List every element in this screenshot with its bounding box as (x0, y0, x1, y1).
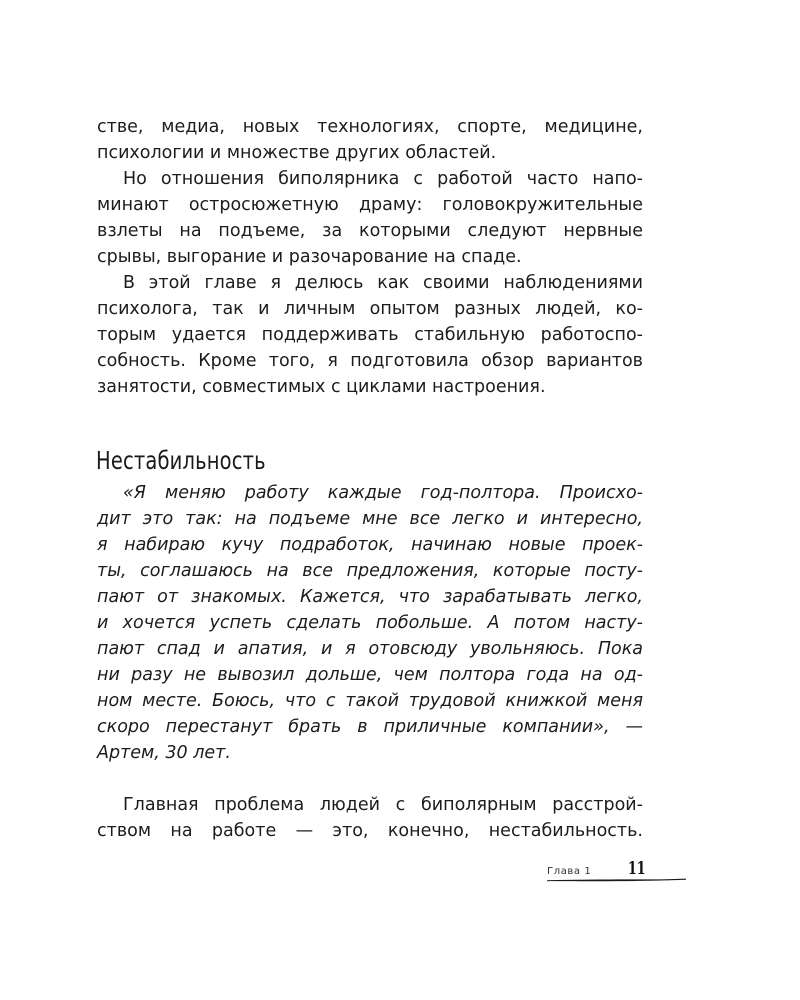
quote-line-1: «Я меняю работу каждые год-полтора. Происхо- (123, 483, 643, 503)
paragraph2-line-3: взлеты на подъеме, за которыми следуют нервные (97, 221, 643, 241)
quote-line-2: дит это так: на подъеме мне все легко и интересно, (97, 509, 643, 529)
paragraph3-line-1: В этой главе я делюсь как своими наблюдениями (123, 273, 643, 293)
paragraph3-line-5: занятости, совместимых с циклами настроения. (97, 377, 546, 397)
page-number: 11 (628, 858, 646, 879)
quote-line-6: и хочется успеть сделать побольше. А потом насту- (97, 613, 643, 633)
quote-line-8: ни разу не вывозил дольше, чем полтора года на од- (97, 665, 643, 685)
paragraph4-line-2: ством на работе — это, конечно, нестабильность. (97, 821, 643, 841)
footer-brush-rule (547, 876, 687, 884)
paragraph2-line-4: срывы, выгорание и разочарование на спаде. (97, 247, 522, 267)
paragraph1-line-1: стве, медиа, новых технологиях, спорте, медицине, (97, 117, 643, 137)
quote-line-3: я набираю кучу подработок, начинаю новые проек- (97, 535, 643, 555)
quote-line-5: пают от знакомых. Кажется, что зарабатывать легко, (97, 587, 643, 607)
quote-line-10: скоро перестанут брать в приличные компании», — (97, 717, 643, 737)
quote-line-7: пают спад и апатия, и я отовсюду увольняюсь. Пока (97, 639, 643, 659)
section-heading: Нестабильность (96, 446, 266, 475)
chapter-label: Глава 1 (547, 866, 592, 877)
paragraph1-line-2: психологии и множестве других областей. (97, 143, 497, 163)
paragraph3-line-4: собность. Кроме того, я подготовила обзор вариантов (97, 351, 643, 371)
paragraph3-line-3: торым удается поддерживать стабильную работоспо- (97, 325, 643, 345)
paragraph2-line-2: минают остросюжетную драму: головокружительные (97, 195, 643, 215)
quote-line-4: ты, соглашаюсь на все предложения, которые посту- (97, 561, 643, 581)
paragraph4-line-1: Главная проблема людей с биполярным расстрой- (123, 795, 643, 815)
paragraph2-line-1: Но отношения биполярника с работой часто напо- (123, 169, 643, 189)
quote-line-9: ном месте. Боюсь, что с такой трудовой книжкой меня (97, 691, 643, 711)
paragraph3-line-2: психолога, так и личным опытом разных людей, ко- (97, 299, 643, 319)
quote-line-11: Артем, 30 лет. (97, 743, 231, 763)
